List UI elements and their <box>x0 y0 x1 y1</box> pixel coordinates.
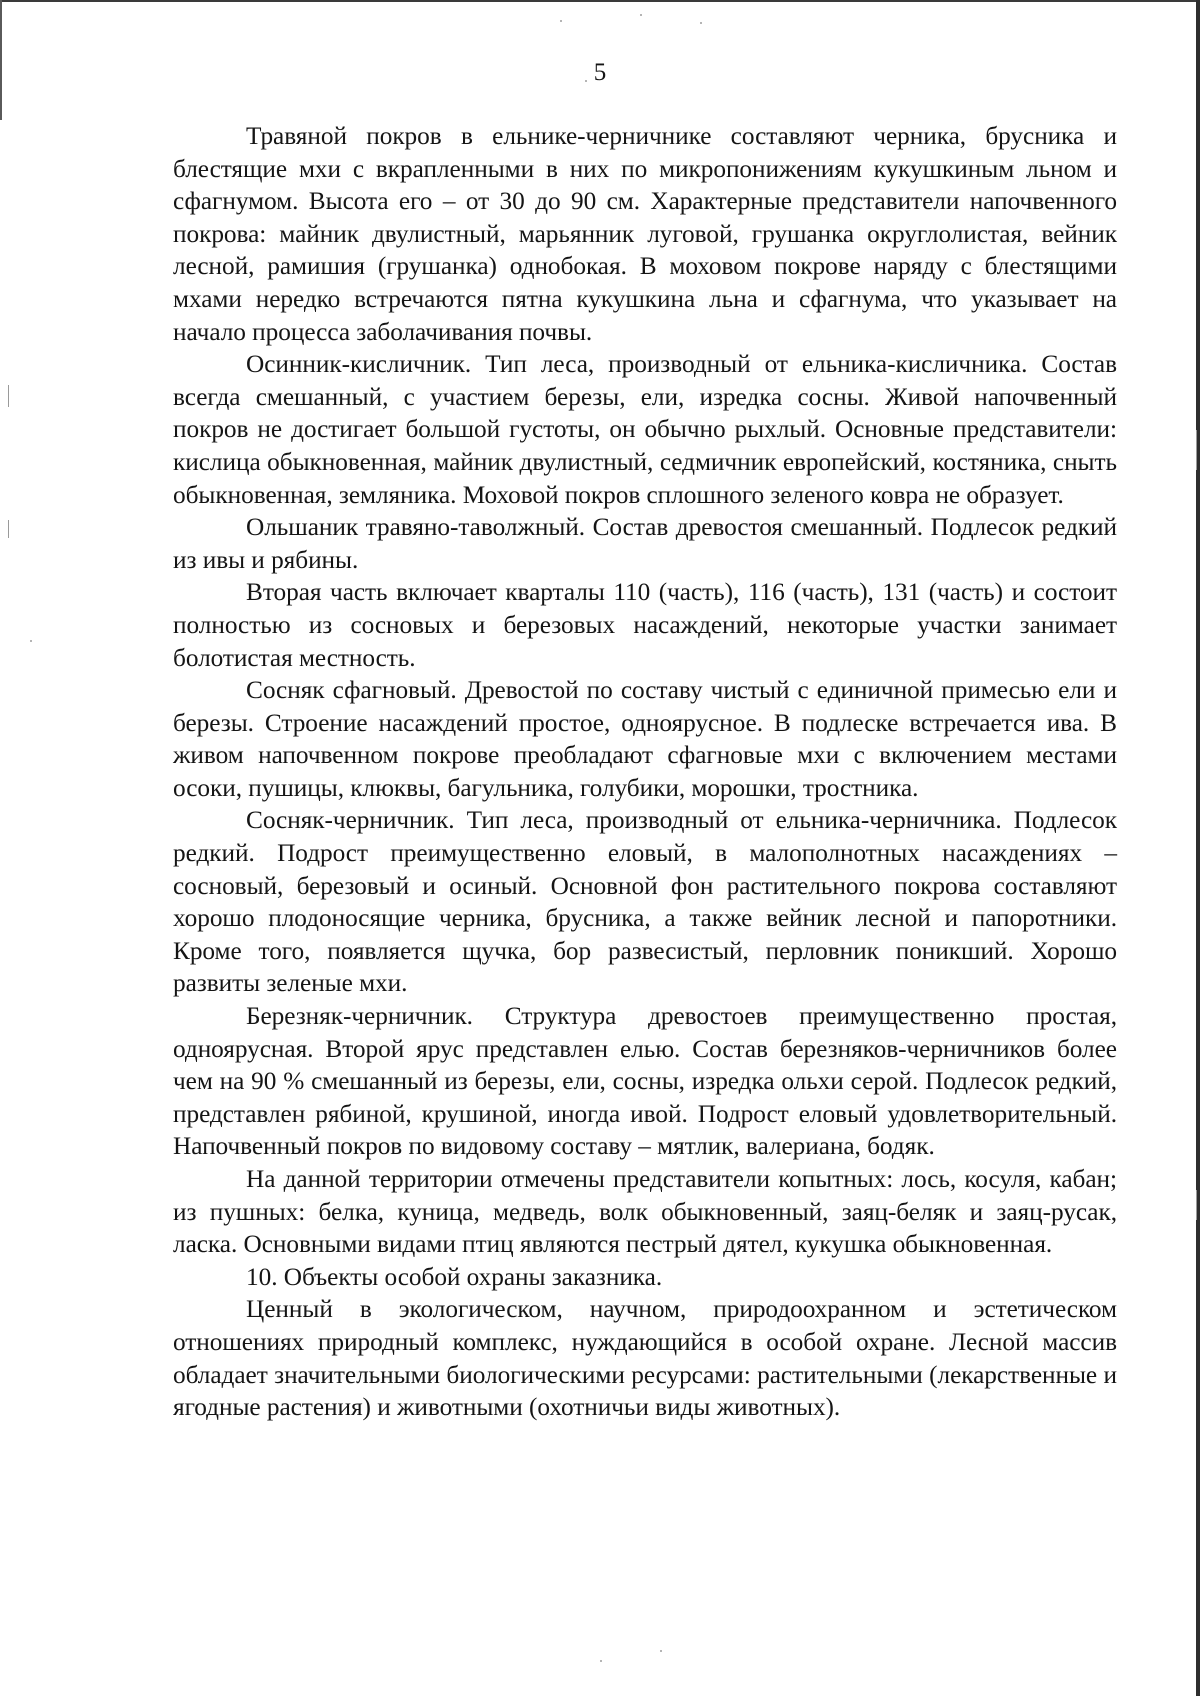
paragraph-pine-sphagnum: Сосняк сфагновый. Древостой по составу чистый с единичной примесью ели и березы. Строение насаждений простое, одноярусное. В подлеске встречается ива. В живом напочвенном покрове преобладают сфагновые мхи с включением местами осоки, пушицы, клюквы, багульника, голубики, морошки, тростника. <box>173 676 1117 802</box>
page-number: 5 <box>593 59 607 86</box>
paragraph-birch-blueberry: Березняк-черничник. Структура древостоев преимущественно простая, одноярусная. Второй ярус представлен елью. Состав березняков-черничников более чем на 90 % смешанный из березы, ели, сосны, изредка ольхи серой. Подлесок редкий, представлен рябиной, крушиной, иногда ивой. Подрост еловый удовлетворительный. Напочвенный покров по видовому составу – мятлик, валериана, бодяк. <box>173 1002 1117 1161</box>
scan-mark <box>8 385 9 407</box>
scan-mark <box>1196 430 1197 470</box>
paragraph-second-part: Вторая часть включает кварталы 110 (часть), 116 (часть), 131 (часть) и состоит полностью из сосновых и березовых насаждений, некоторые участки занимает болотистая местность. <box>173 578 1117 672</box>
document-body <box>173 120 1117 1424</box>
scan-mark <box>8 520 9 538</box>
scan-speck <box>30 640 32 642</box>
scan-edge-right <box>1196 0 1200 1696</box>
scan-speck <box>640 14 642 16</box>
scan-speck <box>600 1660 602 1662</box>
scan-mark <box>1196 1190 1197 1220</box>
paragraph-pine-blueberry: Сосняк-черничник. Тип леса, производный от ельника-черничника. Подлесок редкий. Подрост преимущественно еловый, в малополнотных насаждениях – сосновый, березовый и осиный. Основной фон растительного покрова составляют хорошо плодоносящие черника, брусника, а также вейник лесной и папоротники. Кроме того, появляется щучка, бор развесистый, перловник поникший. Хорошо развиты зеленые мхи. <box>173 806 1117 998</box>
scan-speck <box>660 1650 662 1652</box>
section-heading-protected-objects: 10. Объекты особой охраны заказника. <box>246 1262 663 1291</box>
scan-edge-top <box>0 0 1200 2</box>
paragraph-fauna: На данной территории отмечены представители копытных: лось, косуля, кабан; из пушных: белка, куница, медведь, волк обыкновенный, заяц-беляк и заяц-русак, ласка. Основными видами птиц являются пестрый дятел, кукушка обыкновенная. <box>173 1165 1117 1259</box>
paragraph-protected-complex: Ценный в экологическом, научном, природоохранном и эстетическом отношениях природный комплекс, нуждающийся в особой охране. Лесной массив обладает значительными биологическими ресурсами: растительными (лекарственные и ягодные растения) и животными (охотничьи виды животных). <box>173 1295 1117 1422</box>
paragraph-herbaceous-cover: Травяной покров в ельнике-черничнике составляют черника, брусника и блестящие мхи с вкрапленными в них по микропонижениям кукушкиным льном и сфагнумом. Высота его – от 30 до 90 см. Характерные представители напочвенного покрова: майник двулистный, марьянник луговой, грушанка округлолистая, вейник лесной, рамишия (грушанка) однобокая. В моховом покрове наряду с блестящими мхами нередко встречаются пятна кукушкина льна и сфагнума, что указывает на начало процесса заболачивания почвы. <box>173 122 1117 346</box>
paragraph-alder-meadowsweet: Ольшаник травяно-таволжный. Состав древостоя смешанный. Подлесок редкий из ивы и рябины. <box>173 513 1117 574</box>
paragraph-aspen-oxalis: Осинник-кисличник. Тип леса, производный от ельника-кисличника. Состав всегда смешанный, с участием березы, ели, изредка сосны. Живой напочвенный покров не достигает большой густоты, он обычно рыхлый. Основные представители: кислица обыкновенная, майник двулистный, седмичник европейский, костяника, сныть обыкновенная, земляника. Моховой покров сплошного зеленого ковра не образует. <box>173 350 1117 509</box>
scan-speck <box>560 20 562 22</box>
scan-speck <box>700 22 702 24</box>
